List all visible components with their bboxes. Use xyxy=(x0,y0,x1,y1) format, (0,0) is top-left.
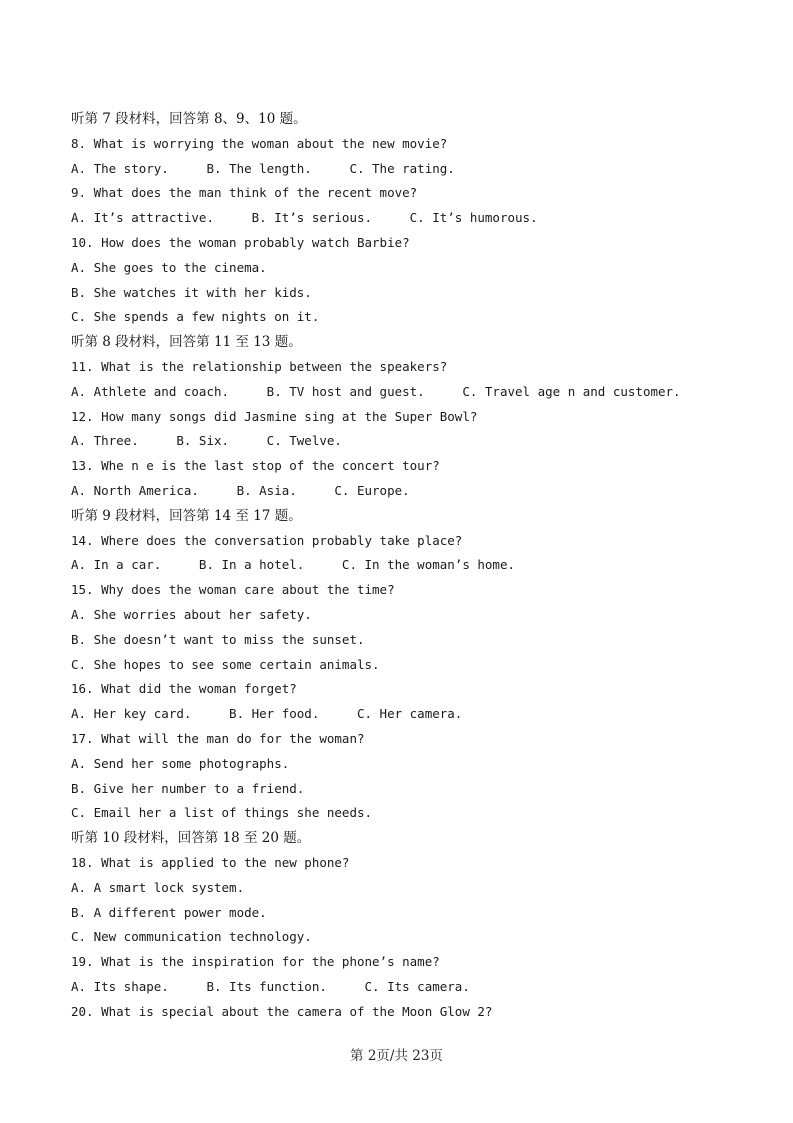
answer-option: A. Its shape. B. Its function. C. Its camera. xyxy=(71,979,470,994)
answer-option: C. She spends a few nights on it. xyxy=(71,309,320,325)
question-text: 15. Why does the woman care about the time? xyxy=(71,582,395,598)
answer-option: A. Athlete and coach. B. TV host and guest. C. Travel age n and customer. xyxy=(71,383,681,399)
section-heading: 听第 9 段材料，回答第 14 至 17 题。 xyxy=(71,507,302,524)
question-text: 11. What is the relationship between the speakers? xyxy=(71,359,448,374)
answer-option: A. Three. B. Six. C. Twelve. xyxy=(71,433,342,449)
answer-option: C. Email her a list of things she needs. xyxy=(71,805,373,821)
question-text: 17. What will the man do for the woman? xyxy=(71,731,365,746)
section-heading: 听第 8 段材料，回答第 11 至 13 题。 xyxy=(71,334,302,351)
answer-option: A. She goes to the cinema. xyxy=(71,259,267,275)
answer-option: A. North America. B. Asia. C. Europe. xyxy=(71,483,410,498)
answer-option: A. Her key card. B. Her food. C. Her camera. xyxy=(71,706,463,722)
question-text: 16. What did the woman forget? xyxy=(71,681,297,697)
question-text: 19. What is the inspiration for the phone’s name? xyxy=(71,954,440,970)
question-text: 8. What is worrying the woman about the new movie? xyxy=(71,135,448,151)
section-heading: 听第 7 段材料，回答第 8、9、10 题。 xyxy=(71,111,307,127)
section-heading: 听第 10 段材料，回答第 18 至 20 题。 xyxy=(71,830,311,847)
page-footer: 第 2页/共 23页 xyxy=(350,1048,443,1064)
question-text: 10. How does the woman probably watch Barbie? xyxy=(71,235,410,250)
answer-option: A. In a car. B. In a hotel. C. In the woman’s home. xyxy=(71,557,516,573)
answer-option: A. She worries about her safety. xyxy=(71,607,312,622)
question-text: 14. Where does the conversation probably take place? xyxy=(71,532,463,548)
answer-option: A. It’s attractive. B. It’s serious. C. It’s humorous. xyxy=(71,210,538,226)
question-text: 9. What does the man think of the recent move? xyxy=(71,185,418,201)
answer-option: A. A smart lock system. xyxy=(71,879,245,895)
answer-option: A. The story. B. The length. C. The rating. xyxy=(71,160,455,176)
answer-option: C. She hopes to see some certain animals. xyxy=(71,656,380,672)
answer-option: B. She doesn’t want to miss the sunset. xyxy=(71,631,365,647)
question-text: 20. What is special about the camera of the Moon Glow 2? xyxy=(71,1003,493,1019)
answer-option: B. A different power mode. xyxy=(71,904,267,920)
answer-option: B. She watches it with her kids. xyxy=(71,284,312,300)
question-text: 12. How many songs did Jasmine sing at the Super Bowl? xyxy=(71,408,478,424)
question-text: 13. Whe n e is the last stop of the concert tour? xyxy=(71,458,440,474)
answer-option: B. Give her number to a friend. xyxy=(71,780,305,796)
answer-option: A. Send her some photographs. xyxy=(71,755,290,771)
question-text: 18. What is applied to the new phone? xyxy=(71,855,350,870)
answer-option: C. New communication technology. xyxy=(71,929,312,945)
